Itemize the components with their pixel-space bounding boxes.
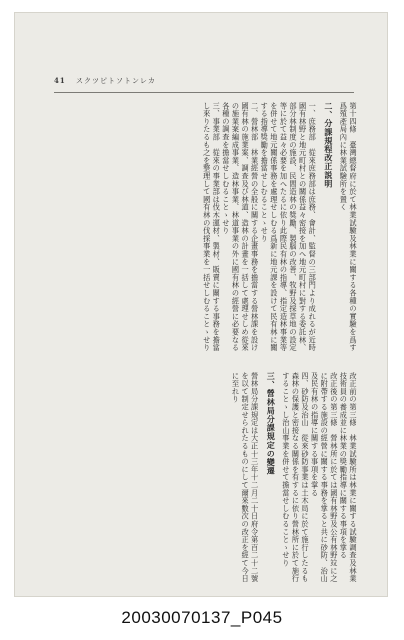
running-title: スクツピトソトンレカ <box>76 77 156 85</box>
paragraph: 改正前の第三條 林業試驗所は林業に關する試驗調查及林業技術員の養成並に林業の獎勵指導に關する事項を掌る <box>339 372 358 583</box>
page-header <box>54 76 354 90</box>
lower-text-column <box>62 372 358 587</box>
page-number: 41 <box>54 76 66 85</box>
section-heading: 二、分課規程改正説明 <box>323 102 334 188</box>
section-heading: 三、營林局分課規定の變遷 <box>266 372 277 476</box>
paragraph: 一、庶務部 從來庶務部は庶務、會計、監督の三部門より成れるが近時國有林野と地元町村との關係益々密接を加へ地元町村に對する委託林、部分林制度の施設、民間造林の獎勵、製腦の改善、牧野及採草地の設定等に於て益々必要を加へたるに依り此際民有林の指導、指定造林事業等を併せて地元關係事務を處理せしむる爲新に地元課を設けて民有林に關する指導獎勵を擔當せしむることゝせり <box>260 102 318 352</box>
paragraph: 營林局分課規定は大正十三年十二月二十日府令第百二十二號を以て制定せられたるものにして爾來數次の改正を經て今日に至れり <box>231 372 260 583</box>
header-rule <box>54 92 354 93</box>
paragraph: 第十四條 臺灣總督府に於て林業試驗及林業に關する各種の實驗を爲す爲殖產局內に林業試驗所を置く <box>339 102 358 352</box>
paragraph: 四、砂防及治山 從來砂防事業は土木局に於て施行したるも森林の保護と密接なる關係を有するに依り營林所に於て施行することゝし治山事業を併せて擔當せしむることゝせり <box>281 372 311 583</box>
upper-text-column <box>62 102 358 352</box>
archive-id-caption: 20030070137_P045 <box>121 608 283 627</box>
document-page <box>14 12 388 597</box>
paragraph: 改正後の第三條 營林所に於ては國有林野及公有林野竝に之に附帶する施設の經營に關する事務を掌ると共に砂防、治山及民有林の指導に關する事項を掌る <box>310 372 339 583</box>
paragraph: 三、事業部 從來の事業部は伐木運材、製材、販賣に關する事務を擔當し來りたるも之を整理して國有林の伐採事業を一括せしむることゝせり <box>202 102 222 352</box>
paragraph: 二、營林部 林業經營の全般に關する企畫事務を擔當する營林課を設け國有林の施業案、調查及び林道、造林の計畫を一括して處理せしめ從來の施業案編成事業、造林事業、林道事業の外に國有林の經營に必要なる各種の調查を擔當せしむることゝせり <box>221 102 260 352</box>
